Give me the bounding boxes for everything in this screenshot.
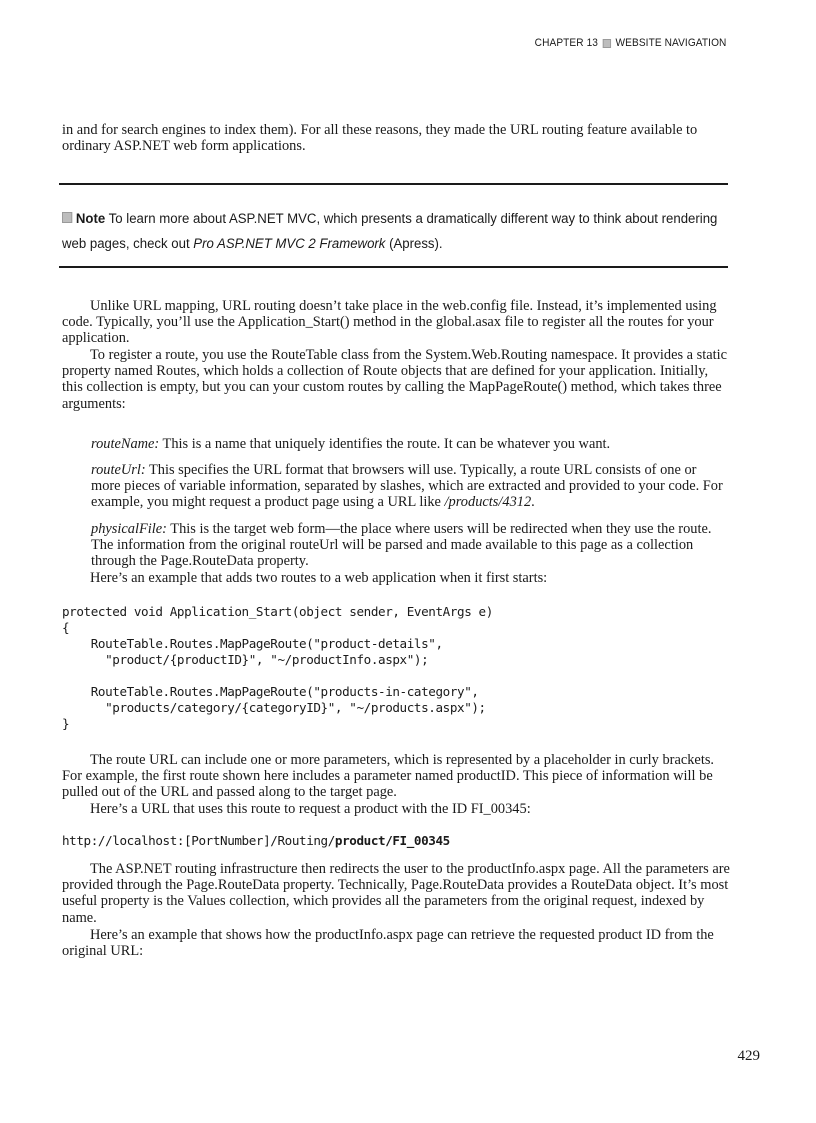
definition-term: routeName: <box>91 436 160 452</box>
code-block <box>62 604 493 732</box>
paragraph-url-example-intro: Here’s a URL that uses this route to request a product with the ID FI_00345: <box>90 801 531 817</box>
code-line: "products/category/{categoryID}", "~/products.aspx"); <box>62 700 486 715</box>
note-book-title: Pro ASP.NET MVC 2 Framework <box>193 236 386 252</box>
intro-continuation: in and for search engines to index them). For all these reasons, they made the URL routing feature available to ordinary ASP.NET web form applications. <box>62 122 698 155</box>
note-box <box>62 207 732 257</box>
note-top-rule <box>59 183 728 185</box>
running-header <box>534 37 726 49</box>
paragraph-example-intro: Here’s an example that adds two routes to a web application when it first starts: <box>90 570 548 586</box>
definition-routeurl <box>91 462 729 511</box>
note-square-icon <box>62 212 72 223</box>
code-line: "product/{productID}", "~/productInfo.aspx"); <box>62 652 429 667</box>
note-bottom-rule <box>59 266 728 268</box>
definition-routename <box>91 436 729 452</box>
paragraph-routing-infrastructure: The ASP.NET routing infrastructure then redirects the user to the productInfo.aspx page. All the parameters are provided through the Page.RouteData property. Technically, Page.RouteData provides a RouteData object. It’s most useful property is the Values collection, which provides all the parameters from the original request, indexed by name. <box>62 861 730 926</box>
definition-text: This specifies the URL format that browsers will use. Typically, a route URL consists of one or more pieces of variable information, separated by slashes, which are extracted and provided to your code. For example, you might request a product page using a URL like <box>91 462 723 511</box>
definition-term: routeUrl: <box>91 462 146 478</box>
note-text: To learn more about ASP.NET MVC, which presents a dramatically different way to think about rendering web pages, check out <box>62 211 718 252</box>
code-line: RouteTable.Routes.MapPageRoute("products-in-category", <box>62 684 479 699</box>
definition-tail: . <box>531 494 535 511</box>
page-number: 429 <box>737 1048 760 1064</box>
note-text-after: (Apress). <box>385 236 443 252</box>
square-bullet-icon <box>602 39 610 48</box>
paragraph-url-routing-code: Unlike URL mapping, URL routing doesn’t take place in the web.config file. Instead, it’s implemented using code. Typically, you’ll use the Application_Start() method in the global.asax file to register all the routes for your application. <box>62 298 717 347</box>
code-line: { <box>62 620 70 635</box>
definition-example-url: /products/4312 <box>444 494 532 511</box>
note-label: Note <box>75 211 106 227</box>
paragraph-route-parameters: The route URL can include one or more parameters, which is represented by a placeholder in curly brackets. For example, the first route shown here includes a parameter named productID. This piece of information will be pulled out of the URL and passed along to the target page. <box>62 752 715 801</box>
url-bold-part: product/FI_00345 <box>334 833 450 848</box>
url-example <box>62 833 450 849</box>
code-line: protected void Application_Start(object sender, EventArgs e) <box>62 604 493 619</box>
definition-physicalfile <box>91 521 729 570</box>
definition-text: This is a name that uniquely identifies the route. It can be whatever you want. <box>159 436 611 452</box>
section-label: WEBSITE NAVIGATION <box>615 37 726 49</box>
paragraph-register-route: To register a route, you use the RouteTable class from the System.Web.Routing namespace. It provides a static property named Routes, which holds a collection of Route objects that are defined for your application. Initially, this collection is empty, but you can your custom routes by calling the MapPageRoute() method, which takes three arguments: <box>62 347 728 412</box>
definition-term: physicalFile: <box>91 521 167 537</box>
paragraph-retrieve-product-id: Here’s an example that shows how the productInfo.aspx page can retrieve the requested product ID from the original URL: <box>62 927 714 960</box>
code-line: RouteTable.Routes.MapPageRoute("product-details", <box>62 636 443 651</box>
definition-text: This is the target web form—the place where users will be redirected when they use the route. The information from the original routeUrl will be parsed and made available to this page as a collection through the Page.RouteData property. <box>91 521 712 570</box>
code-line: } <box>62 716 70 731</box>
url-prefix: http://localhost:[PortNumber]/Routing/ <box>62 833 335 848</box>
chapter-label: CHAPTER 13 <box>534 37 598 49</box>
